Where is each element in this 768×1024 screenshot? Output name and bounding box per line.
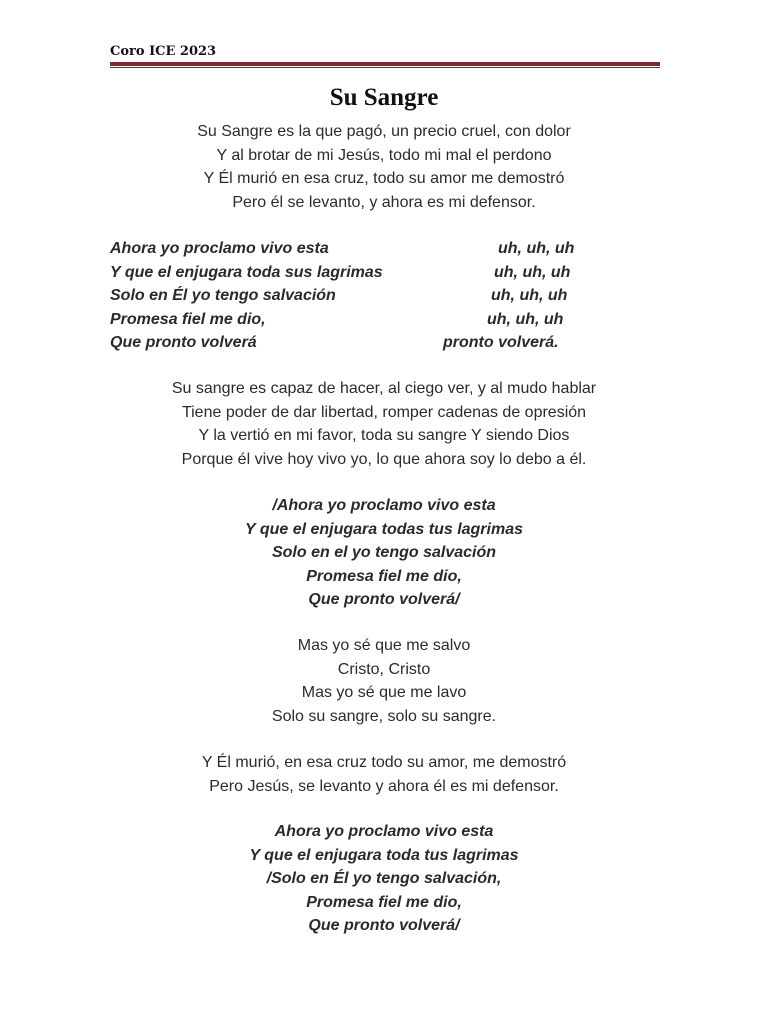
verse-line: Pero él se levanto, y ahora es mi defensor. [232, 193, 536, 211]
bridge [0, 634, 768, 728]
chorus-line: Solo en el yo tengo salvación [271, 544, 497, 561]
bridge-line: Cristo, Cristo [337, 660, 431, 678]
chorus-echo: uh, uh, uh [491, 287, 568, 304]
chorus-row [110, 237, 670, 261]
chorus-line: /Ahora yo proclamo vivo esta [272, 497, 496, 514]
header-rule [110, 62, 660, 66]
verse-line: Pero Jesús, se levanto y ahora él es mi defensor. [209, 777, 559, 795]
verse-2 [0, 377, 768, 471]
verse-line: Porque él vive hoy vivo yo, lo que ahora soy lo debo a él. [181, 450, 587, 468]
chorus-2 [0, 494, 768, 612]
chorus-line: Y que el enjugara toda tus lagrimas [249, 846, 519, 864]
chorus-line: /Solo en Él yo tengo salvación, [266, 870, 502, 887]
verse-line: Y al brotar de mi Jesús, todo mi mal el perdono [216, 146, 552, 164]
chorus-line: Que pronto volverá [110, 334, 257, 351]
chorus-row [110, 261, 670, 285]
chorus-row [110, 284, 670, 308]
chorus-row [110, 308, 670, 332]
document-header: Coro ICE 2023 [110, 44, 217, 59]
song-title: Su Sangre [329, 84, 439, 111]
bridge-line: Mas yo sé que me salvo [297, 637, 471, 654]
chorus-line: Promesa fiel me dio, [110, 310, 266, 328]
bridge-line: Mas yo sé que me lavo [301, 684, 467, 701]
chorus-echo: pronto volverá. [443, 334, 559, 351]
chorus-line: Ahora yo proclamo vivo esta [274, 823, 494, 840]
chorus-1 [110, 237, 670, 355]
verse-line: Y Él murió, en esa cruz todo su amor, me demostró [201, 754, 567, 771]
chorus-line: Ahora yo proclamo vivo esta [110, 240, 329, 257]
verse-line: Y la vertió en mi favor, toda su sangre Y siendo Dios [198, 427, 570, 444]
chorus-line: Y que el enjugara toda sus lagrimas [110, 263, 383, 281]
chorus-line: Promesa fiel me dio, [306, 567, 462, 585]
verse-line: Y Él murió en esa cruz, todo su amor me demostró [203, 170, 565, 187]
header-rule-thin [110, 67, 660, 68]
chorus-3 [0, 820, 768, 938]
verse-3 [0, 751, 768, 798]
bridge-line: Solo su sangre, solo su sangre. [271, 707, 497, 725]
chorus-line: Que pronto volverá/ [308, 917, 460, 934]
chorus-line: Solo en Él yo tengo salvación [110, 287, 336, 304]
chorus-echo: uh, uh, uh [498, 240, 575, 257]
chorus-line: Que pronto volverá/ [308, 591, 460, 608]
verse-line: Su sangre es capaz de hacer, al ciego ver, y al mudo hablar [171, 380, 597, 397]
verse-1 [0, 120, 768, 214]
chorus-line: Y que el enjugara todas tus lagrimas [244, 520, 523, 538]
chorus-echo: uh, uh, uh [487, 310, 564, 328]
verse-line: Su Sangre es la que pagó, un precio cruel, con dolor [197, 123, 571, 140]
chorus-row [110, 331, 670, 355]
chorus-line: Promesa fiel me dio, [306, 893, 462, 911]
chorus-echo: uh, uh, uh [494, 263, 571, 281]
verse-line: Tiene poder de dar libertad, romper cadenas de opresión [181, 403, 587, 421]
